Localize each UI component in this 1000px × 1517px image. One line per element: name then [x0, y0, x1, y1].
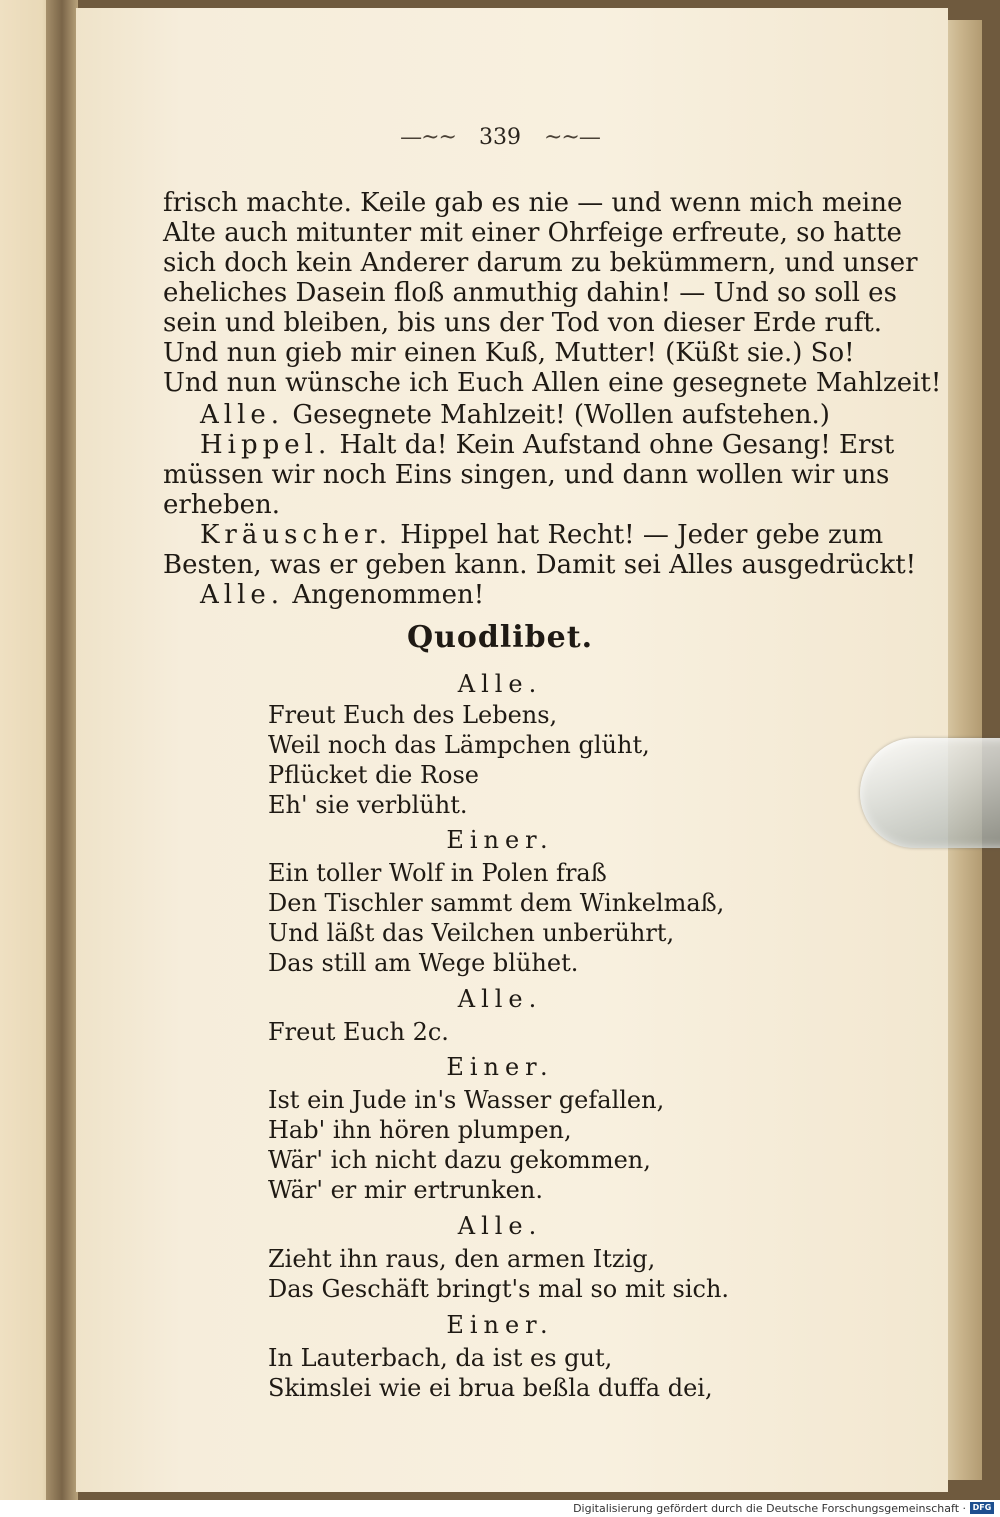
verse-line: Ein toller Wolf in Polen fraß — [268, 859, 607, 887]
song-speaker: Einer. — [446, 1053, 554, 1081]
page-clip — [860, 738, 1000, 848]
song-speaker: Einer. — [446, 1311, 554, 1339]
dialogue-text: Gesegnete Mahlzeit! (Wollen aufstehen.) — [292, 400, 830, 430]
body-line: Und nun gieb mir einen Kuß, Mutter! (Küßt sie.) So! — [163, 338, 855, 368]
verse-line: Und läßt das Veilchen unberührt, — [268, 919, 675, 947]
verse-line: Wär' er mir ertrunken. — [268, 1176, 543, 1204]
body-line: sein und bleiben, bis uns der Tod von dieser Erde ruft. — [163, 308, 883, 338]
dialogue-line — [200, 430, 894, 460]
body-line: eheliches Dasein floß anmuthig dahin! — Und so soll es — [163, 278, 897, 308]
song-speaker: Einer. — [446, 826, 554, 854]
dfg-logo: DFG — [970, 1502, 994, 1514]
verse-line: Weil noch das Lämpchen glüht, — [268, 731, 650, 759]
speaker-name: Alle. — [200, 580, 285, 610]
verse-line: Hab' ihn hören plumpen, — [268, 1116, 572, 1144]
funding-credit: Digitalisierung gefördert durch die Deutsche Forschungsgemeinschaft · — [573, 1502, 966, 1515]
section-title: Quodlibet. — [406, 620, 594, 655]
body-line: frisch machte. Keile gab es nie — und wenn mich meine — [163, 188, 903, 218]
verse-line: Freut Euch des Lebens, — [268, 701, 558, 729]
dialogue-line — [200, 400, 830, 430]
ornament-right: ~~— — [544, 125, 600, 150]
verse-line: Das Geschäft bringt's mal so mit sich. — [268, 1275, 730, 1303]
body-line: Und nun wünsche ich Euch Allen eine gesegnete Mahlzeit! — [163, 368, 942, 398]
dialogue-text: Hippel hat Recht! — Jeder gebe zum — [400, 520, 884, 550]
dialogue-line: erheben. — [163, 490, 280, 520]
page-header — [0, 125, 1000, 150]
verse-line: Ist ein Jude in's Wasser gefallen, — [268, 1086, 665, 1114]
body-line: Alte auch mitunter mit einer Ohrfeige erfreute, so hatte — [163, 218, 902, 248]
verse-line: Pflücket die Rose — [268, 761, 479, 789]
dialogue-text: Angenommen! — [292, 580, 485, 610]
song-speaker: Alle. — [457, 1212, 543, 1240]
verse-line: Zieht ihn raus, den armen Itzig, — [268, 1245, 656, 1273]
speaker-name: Alle. — [200, 400, 285, 430]
dialogue-text: Halt da! Kein Aufstand ohne Gesang! Erst — [339, 430, 895, 460]
dialogue-line — [200, 580, 484, 610]
verse-line: Skimslei wie ei brua beßla duffa dei, — [268, 1374, 713, 1402]
dialogue-line: müssen wir noch Eins singen, und dann wollen wir uns — [163, 460, 890, 490]
ornament-left: —~~ — [400, 125, 456, 150]
song-speaker: Alle. — [457, 985, 543, 1013]
dialogue-line: Besten, was er geben kann. Damit sei Alles ausgedrückt! — [163, 550, 917, 580]
verse-line: Das still am Wege blühet. — [268, 949, 579, 977]
verse-line: In Lauterbach, da ist es gut, — [268, 1344, 613, 1372]
verse-line: Den Tischler sammt dem Winkelmaß, — [268, 889, 725, 917]
page-number: 339 — [479, 125, 521, 150]
verse-line: Wär' ich nicht dazu gekommen, — [268, 1146, 651, 1174]
verse-line: Freut Euch 2c. — [268, 1018, 449, 1046]
dialogue-line — [200, 520, 883, 550]
verse-line: Eh' sie verblüht. — [268, 791, 468, 819]
body-line: sich doch kein Anderer darum zu bekümmern, und unser — [163, 248, 918, 278]
speaker-name: Hippel. — [200, 430, 332, 460]
song-speaker: Alle. — [457, 670, 543, 698]
book-gutter — [46, 0, 78, 1500]
speaker-name: Kräuscher. — [200, 520, 392, 550]
